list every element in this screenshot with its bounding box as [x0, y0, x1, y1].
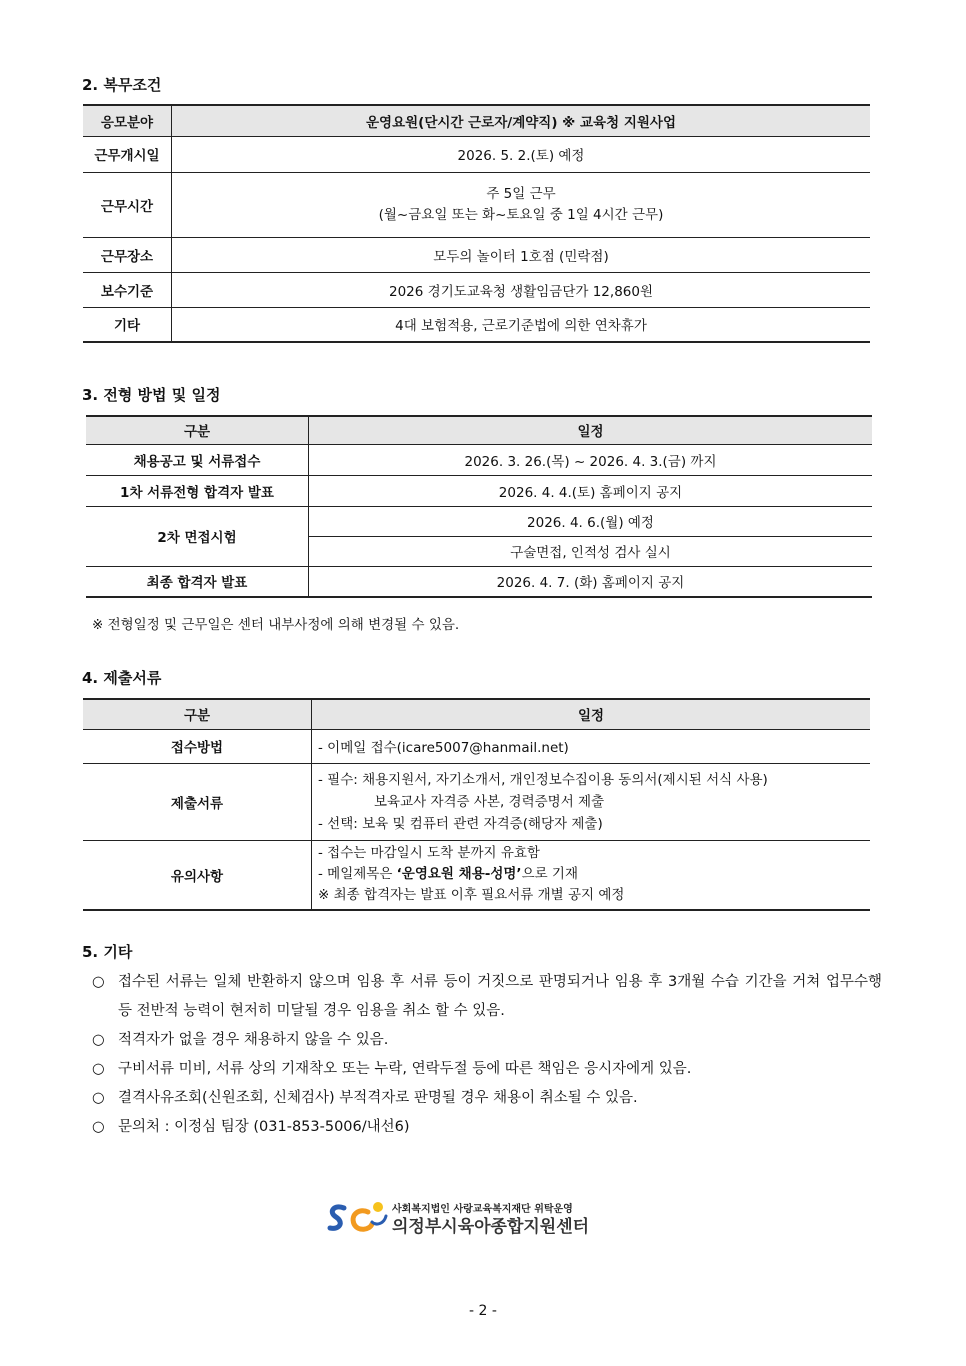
list-item: ○ 적격자가 없을 경우 채용하지 않을 수 있음.	[92, 1032, 389, 1048]
conditions-table	[83, 104, 870, 343]
pay-value: 2026 경기도교육청 생활임금단가 12,860원	[172, 272, 871, 307]
mail-subject-note	[318, 864, 864, 885]
org-subtitle: 사회복지법인 사랑교육복지재단 위탁운영	[392, 1204, 573, 1215]
optional-docs: - 선택: 보육 및 컴퓨터 관련 자격증(해당자 제출)	[318, 815, 603, 832]
work-place-value: 모두의 놀이터 1호점 (민락점)	[172, 237, 871, 272]
schedule-row-value: 2026. 4. 7. (화) 홈페이지 공지	[309, 566, 873, 597]
documents-row-label: 접수방법	[83, 729, 312, 763]
schedule-table	[86, 415, 872, 598]
mail-subject-suffix: 으로 기재	[521, 866, 579, 883]
org-logo-icon	[326, 1198, 390, 1238]
documents-header-category: 구분	[83, 699, 312, 729]
field-header-value: 운영요원(단시간 근로자/계약직) ※ 교육청 지원사업	[172, 105, 871, 136]
documents-row-label: 유의사항	[83, 840, 312, 910]
section-title-schedule: 3. 전형 방법 및 일정	[82, 386, 221, 404]
schedule-row-label: 채용공고 및 서류접수	[86, 444, 309, 475]
mail-subject-format: ‘운영요원 채용-성명’	[396, 866, 522, 883]
schedule-row-value: 2026. 4. 6.(월) 예정	[309, 506, 873, 536]
schedule-row-label: 1차 서류전형 합격자 발표	[86, 475, 309, 506]
documents-header-detail: 일정	[312, 699, 871, 729]
schedule-row-label: 최종 합격자 발표	[86, 566, 309, 597]
etc-label: 기타	[83, 307, 172, 342]
org-logo	[326, 1198, 646, 1238]
org-name: 의정부시육아종합지원센터	[392, 1217, 590, 1237]
schedule-row-label: 2차 면접시험	[86, 506, 309, 566]
field-header-label: 응모분야	[83, 105, 172, 136]
required-docs-cont: 보육교사 자격증 사본, 경력증명서 제출	[374, 793, 605, 810]
final-notice: ※ 최종 합격자는 발표 이후 필요서류 개별 공지 예정	[318, 887, 625, 904]
list-item: ○ 구비서류 미비, 서류 상의 기재착오 또는 누락, 연락두절 등에 따른 책임은 응시자에게 있음.	[92, 1061, 692, 1077]
documents-table	[83, 698, 870, 911]
work-place-label: 근무장소	[83, 237, 172, 272]
work-hours-line-1: 주 5일 근무	[486, 185, 556, 202]
email-method: - 이메일 접수(icare5007@hanmail.net)	[312, 729, 871, 763]
section-title-documents: 4. 제출서류	[82, 669, 162, 687]
schedule-row-value-2: 구술면접, 인적성 검사 실시	[309, 536, 873, 566]
list-item: ○ 결격사유조회(신원조회, 신체검사) 부적격자로 판명될 경우 채용이 취소될 수 있음.	[92, 1090, 638, 1106]
schedule-header-date: 일정	[309, 416, 873, 444]
start-date-value: 2026. 5. 2.(토) 예정	[172, 136, 871, 172]
start-date-label: 근무개시일	[83, 136, 172, 172]
etc-list	[92, 968, 882, 1142]
section-title-etc: 5. 기타	[82, 943, 133, 961]
deadline-note: - 접수는 마감일시 도착 분까지 유효함	[318, 845, 540, 862]
list-item: ○ 접수된 서류는 일체 반환하지 않으며 임용 후 서류 등이 거짓으로 판명되거나 임용 후 3개월 수습 기간을 거쳐 업무수행 등 전반적 능력이 현저히 미달될 경우 임용을 취소 할 수 있음.	[92, 974, 882, 1019]
pay-label: 보수기준	[83, 272, 172, 307]
required-docs: - 필수: 채용지원서, 자기소개서, 개인정보수집이용 동의서(제시된 서식 사용)	[318, 771, 768, 788]
documents-row-label: 제출서류	[83, 763, 312, 840]
etc-value: 4대 보험적용, 근로기준법에 의한 연차휴가	[172, 307, 871, 342]
mail-subject-prefix: - 메일제목은	[318, 866, 397, 883]
schedule-row-value: 2026. 4. 4.(토) 홈페이지 공지	[309, 475, 873, 506]
schedule-header-category: 구분	[86, 416, 309, 444]
list-item: ○ 문의처 : 이정심 팀장 (031-853-5006/내선6)	[92, 1119, 410, 1135]
work-hours-label: 근무시간	[83, 172, 172, 237]
section-title-conditions: 2. 복무조건	[82, 76, 162, 94]
schedule-note: ※ 전형일정 및 근무일은 센터 내부사정에 의해 변경될 수 있음.	[92, 617, 460, 633]
work-hours-line-2: (월~금요일 또는 화~토요일 중 1일 4시간 근무)	[378, 206, 664, 223]
schedule-row-value: 2026. 3. 26.(목) ~ 2026. 4. 3.(금) 까지	[309, 444, 873, 475]
page-number: - 2 -	[469, 1303, 497, 1319]
